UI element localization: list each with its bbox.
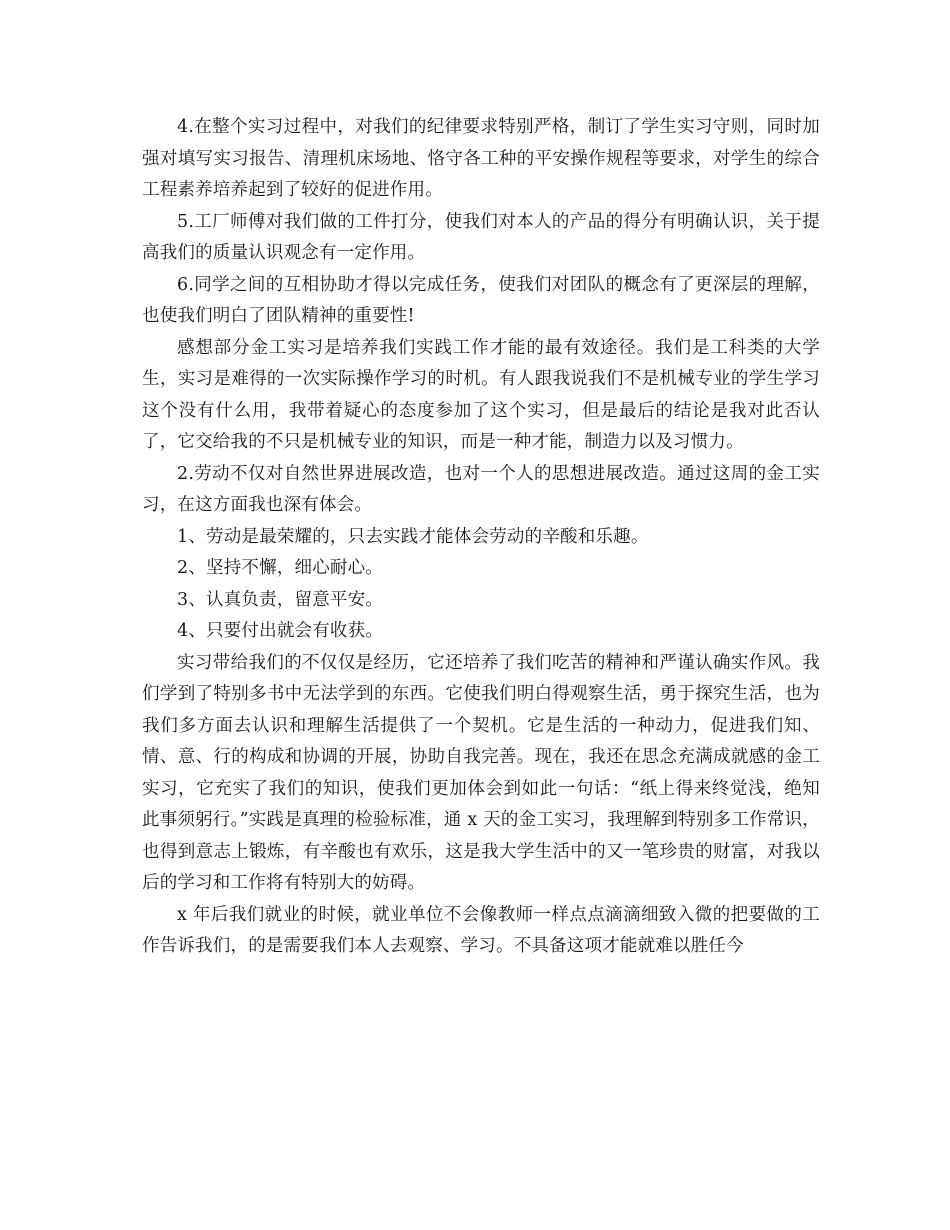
paragraph-employment: x 年后我们就业的时候，就业单位不会像教师一样点点滴滴细致入微的把要做的工作告诉我们，的是需要我们本人去观察、学习。不具备这项才能就难以胜任今	[142, 904, 820, 956]
list-item-3: 3、认真负责，留意平安。	[177, 589, 384, 610]
list-item-4: 4、只要付出就会有收获。	[177, 621, 384, 641]
document-body	[142, 112, 820, 963]
paragraph-discipline: 4.在整个实习过程中，对我们的纪律要求特别严格，制订了学生实习守则，同时加强对填写实习报告、清理机床场地、恪守各工种的平安操作规程等要求，对学生的综合工程素养培养起到了较好的促进作用。	[142, 117, 820, 200]
list-item-2: 2、坚持不懈，细心耐心。	[177, 558, 384, 578]
paragraph-experience: 实习带给我们的不仅仅是经历，它还培养了我们吃苦的精神和严谨认确实作风。我们学到了特别多书中无法学到的东西。它使我们明白得观察生活，勇于探究生活，也为我们多方面去认识和理解生活提供了一个契机。它是生活的一种动力，促进我们知、情、意、行的构成和协调的开展，协助自我完善。现在，我还在思念充满成就感的金工实习，它充实了我们的知识，使我们更加体会到如此一句话：“纸上得来终觉浅，绝知此事须躬行。”实践是真理的检验标准，通 x 天的金工实习，我理解到特别多工作常识，也得到意志上锻炼，有辛酸也有欢乐，这是我大学生活中的又一笔珍贵的财富，对我以后的学习和工作将有特别大的妨碍。	[142, 652, 820, 893]
paragraph-grading: 5.工厂师傅对我们做的工件打分，使我们对本人的产品的得分有明确认识，关于提高我们的质量认识观念有一定作用。	[142, 211, 820, 263]
paragraph-labor: 2.劳动不仅对自然世界进展改造，也对一个人的思想进展改造。通过这周的金工实习，在这方面我也深有体会。	[142, 463, 820, 515]
list-item-1: 1、劳动是最荣耀的，只去实践才能体会劳动的辛酸和乐趣。	[177, 526, 649, 547]
paragraph-reflections: 感想部分金工实习是培养我们实践工作才能的最有效途径。我们是工科类的大学生，实习是难得的一次实际操作学习的时机。有人跟我说我们不是机械专业的学生学习这个没有什么用，我带着疑心的态度参加了这个实习，但是最后的结论是我对此否认了，它交给我的不只是机械专业的知识，而是一种才能，制造力以及习惯力。	[142, 337, 820, 452]
paragraph-teamwork: 6.同学之间的互相协助才得以完成任务，使我们对团队的概念有了更深层的理解，也使我们明白了团队精神的重要性!	[142, 274, 820, 326]
